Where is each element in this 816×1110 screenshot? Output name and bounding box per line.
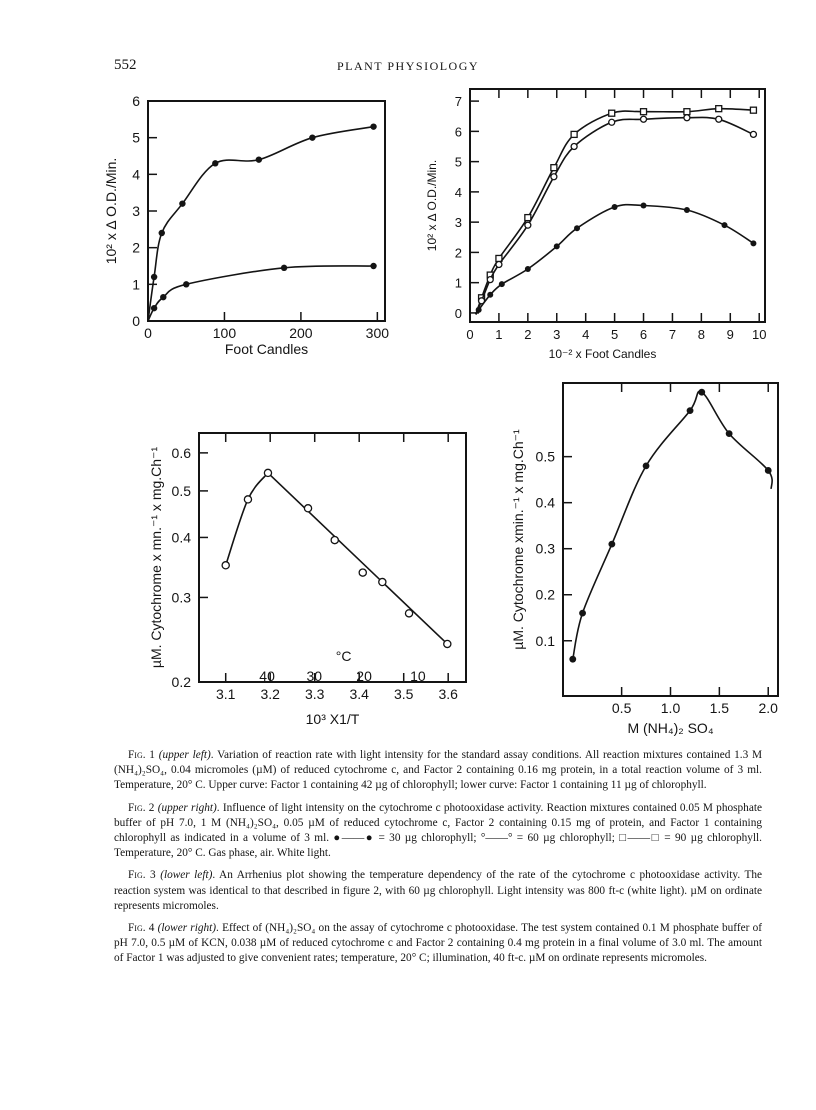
x-tick-label: 9 — [726, 327, 734, 342]
y-tick-label: 7 — [454, 94, 462, 110]
celsius-tick-label: 20 — [356, 668, 372, 684]
data-point — [722, 222, 728, 228]
data-point — [151, 274, 157, 280]
x-tick-label: 3.3 — [304, 686, 325, 702]
series-line — [148, 266, 374, 321]
x-axis-label: Foot Candles — [224, 341, 309, 357]
y-tick-label: 2 — [454, 245, 462, 261]
x-tick-label: 300 — [365, 325, 390, 341]
data-point — [151, 305, 157, 311]
caption-label: Fig. 2 — [128, 801, 155, 814]
data-point-open — [444, 640, 451, 647]
y-tick-label: 3 — [454, 215, 462, 231]
x-tick-label: 7 — [668, 327, 677, 342]
y-axis-label: 10² x ∆ O.D./Min. — [425, 159, 439, 252]
data-point-open — [487, 277, 493, 283]
data-point — [684, 207, 690, 213]
x-tick-label: 3.5 — [393, 686, 414, 702]
data-point-open — [379, 578, 386, 585]
y-tick-label: 0.4 — [171, 529, 191, 546]
x-tick-label: 8 — [697, 327, 705, 342]
data-point-open — [304, 505, 311, 512]
y-tick-label: 4 — [454, 184, 462, 200]
caption-label: Fig. 3 — [128, 869, 156, 882]
y-tick-label: 0.2 — [171, 674, 191, 690]
data-point-open — [525, 222, 531, 228]
data-point-open — [750, 131, 756, 137]
data-point — [487, 292, 493, 298]
data-point-square — [684, 109, 690, 115]
caption-text: . Variation of reaction rate with light intensity for the standard assay conditions. All reaction mixtures contained 1.3 M (NH₄)₂SO₄, 0.04 micromoles (µM) of reduced cytochrome c, and Factor 2 containing 0.16 mg protein, in a total reaction volume of 3 ml. Temperature, 20° C. Upper curve: Factor 1 containing 42 µg of chlorophyll; lower curve: Factor 1 containing 11 µg of chlorophyll. — [114, 749, 763, 792]
data-point — [554, 243, 560, 249]
data-point-open — [331, 536, 338, 543]
data-point-square — [609, 110, 615, 116]
y-tick-label: 0.3 — [171, 589, 191, 606]
x-axis-label: M (NH₄)₂ SO₄ — [627, 720, 714, 736]
data-point — [608, 541, 615, 548]
x-tick-label: 3.6 — [438, 686, 458, 702]
data-point-open — [716, 116, 722, 122]
celsius-tick-label: 30 — [306, 668, 323, 684]
x-tick-label: 5 — [610, 327, 619, 342]
data-point — [574, 225, 580, 231]
caption-fig2 — [114, 801, 762, 862]
caption-text: . Influence of light intensity on the cytochrome c photooxidase activity. Reaction mixtures contained 0.05 M phosphate buffer of pH 7.0, 1 M (NH₄)₂SO₄, 0.05 µM of reduced cytochrome c, Factor 2 containing 0.15 mg of protein, and Factor 1 containing chlorophyll as indicated in a volume of 3 ml. ●——● = 30 µg chlorophyll; °——° = 60 µg chlorophyll; □——□ = 90 µg chlorophyll. Temperature, 20° C. Gas phase, air. White light. — [114, 801, 762, 860]
x-tick-label: 4 — [582, 327, 590, 342]
data-point-open — [222, 562, 229, 569]
celsius-axis-label: °C — [335, 648, 352, 664]
x-tick-label: 1.5 — [709, 700, 730, 716]
caption-fig4 — [114, 921, 762, 967]
y-tick-label: 0 — [454, 305, 462, 321]
x-tick-label: 3.4 — [349, 686, 369, 702]
x-tick-label: 200 — [289, 325, 313, 341]
caption-fig3 — [114, 868, 762, 914]
data-point — [159, 230, 165, 236]
data-point-open — [609, 119, 615, 125]
data-point-open — [571, 143, 577, 149]
data-point — [698, 389, 705, 396]
page-number: 552 — [114, 57, 137, 73]
y-tick-label: 0.3 — [535, 540, 555, 557]
celsius-tick-label: 40 — [259, 668, 275, 684]
data-point-square — [571, 131, 577, 137]
x-tick-label: 2.0 — [758, 700, 778, 716]
data-point-open — [641, 116, 647, 122]
data-point-square — [525, 215, 531, 221]
caption-position: (upper right) — [157, 801, 217, 814]
captions — [114, 748, 762, 974]
data-point — [476, 307, 482, 313]
data-point — [726, 430, 733, 437]
series-line — [148, 127, 374, 321]
data-point-open — [359, 569, 366, 576]
y-tick-label: 1 — [454, 275, 462, 291]
x-tick-label: 6 — [639, 327, 648, 342]
y-tick-label: 3 — [132, 203, 140, 219]
data-point-square — [716, 106, 722, 112]
x-tick-label: 1 — [495, 327, 503, 342]
x-tick-label: 10 — [751, 327, 767, 342]
data-point — [309, 134, 315, 140]
x-axis-label: 10⁻² x Foot Candles — [548, 347, 657, 361]
series-line — [226, 473, 268, 565]
data-point — [256, 156, 262, 162]
y-tick-label: 0.5 — [535, 448, 555, 465]
data-point — [499, 281, 505, 287]
data-point — [281, 265, 287, 271]
data-point — [612, 204, 618, 210]
data-point-open — [405, 610, 412, 617]
y-tick-label: 4 — [132, 166, 140, 183]
x-tick-label: 3.1 — [215, 686, 236, 702]
y-tick-label: 0.1 — [535, 632, 555, 649]
y-tick-label: 5 — [132, 129, 140, 146]
data-point-open — [244, 496, 251, 503]
x-tick-label: 0 — [466, 327, 474, 342]
x-tick-label: 2 — [524, 327, 532, 342]
series-line — [573, 391, 772, 659]
celsius-tick-label: 10 — [410, 668, 426, 684]
data-point-open — [684, 115, 690, 121]
caption-position: (lower right) — [157, 922, 217, 935]
data-point — [641, 203, 647, 209]
data-point — [160, 294, 166, 300]
series-line — [268, 473, 447, 644]
y-tick-label: 0.4 — [535, 494, 555, 511]
y-tick-label: 0.5 — [171, 482, 191, 499]
data-point — [212, 160, 218, 166]
x-tick-label: 100 — [212, 325, 237, 341]
plot-frame — [563, 383, 778, 696]
x-tick-label: 3 — [553, 327, 561, 342]
data-point — [750, 240, 756, 246]
x-axis-label: 10³ X1/T — [305, 711, 360, 727]
plot-frame — [199, 433, 466, 682]
caption-label: Fig. 1 — [128, 749, 155, 761]
x-tick-label: 0.5 — [611, 700, 632, 716]
plot-frame — [148, 101, 385, 321]
data-point — [765, 467, 772, 474]
y-axis-label: µM. Cytochrome x mn.⁻¹ x mg.Ch⁻¹ — [148, 446, 164, 669]
data-point — [370, 123, 376, 129]
y-axis-label: µM. Cytochrome xmin.⁻¹ x mg.Ch⁻¹ — [510, 429, 526, 650]
y-tick-label: 0.6 — [171, 444, 191, 461]
data-point — [687, 407, 694, 414]
data-point-open — [264, 469, 271, 476]
data-point — [183, 281, 189, 287]
y-tick-label: 0 — [132, 313, 140, 329]
y-tick-label: 6 — [454, 124, 462, 140]
data-point — [569, 656, 576, 663]
y-tick-label: 0.2 — [535, 586, 555, 603]
data-point-open — [496, 262, 502, 268]
data-point — [643, 462, 650, 469]
data-point-square — [641, 109, 647, 115]
y-tick-label: 1 — [132, 276, 140, 293]
caption-position: (upper left) — [158, 749, 211, 761]
data-point — [179, 200, 185, 206]
y-tick-label: 6 — [132, 93, 140, 109]
y-tick-label: 5 — [454, 154, 462, 170]
journal-title: PLANT PHYSIOLOGY — [336, 59, 480, 73]
data-point-open — [551, 174, 557, 180]
series-line — [476, 117, 754, 314]
data-point-square — [750, 107, 756, 113]
series-line — [476, 205, 754, 315]
caption-position: (lower left) — [160, 869, 213, 882]
x-tick-label: 0 — [144, 325, 152, 341]
x-tick-label: 3.2 — [260, 686, 280, 702]
y-tick-label: 2 — [132, 239, 140, 256]
caption-text: . An Arrhenius plot showing the temperature dependency of the rate of the cytochrome c photooxidase activity. The reaction system was identical to that described in figure 2, with 60 µg chlorophyll. Light intensity was 800 ft-c (white light). µM on ordinate represents micromoles. — [114, 869, 763, 912]
x-tick-label: 1.0 — [660, 700, 681, 716]
y-axis-label: 10² x ∆ O.D./Min. — [103, 157, 119, 265]
data-point-square — [551, 165, 557, 171]
data-point — [579, 610, 586, 617]
caption-label: Fig. 4 — [128, 922, 155, 935]
caption-text: . Effect of (NH₄)₂SO₄ on the assay of cytochrome c photooxidase. The test system contained 0.1 M phosphate buffer of pH 7.0, 0.5 µM of KCN, 0.038 µM of reduced cytochrome c and Factor 2 containing 0.4 mg protein in a final volume of 3.0 ml. The amount of Factor 1 was adjusted to give convenient rates; temperature, 20° C; illumination, 40 ft-c. µM on ordinate represents micromoles. — [114, 922, 763, 965]
series-line — [476, 109, 754, 315]
caption-fig1 — [114, 748, 762, 794]
data-point — [370, 263, 376, 269]
data-point — [525, 266, 531, 272]
